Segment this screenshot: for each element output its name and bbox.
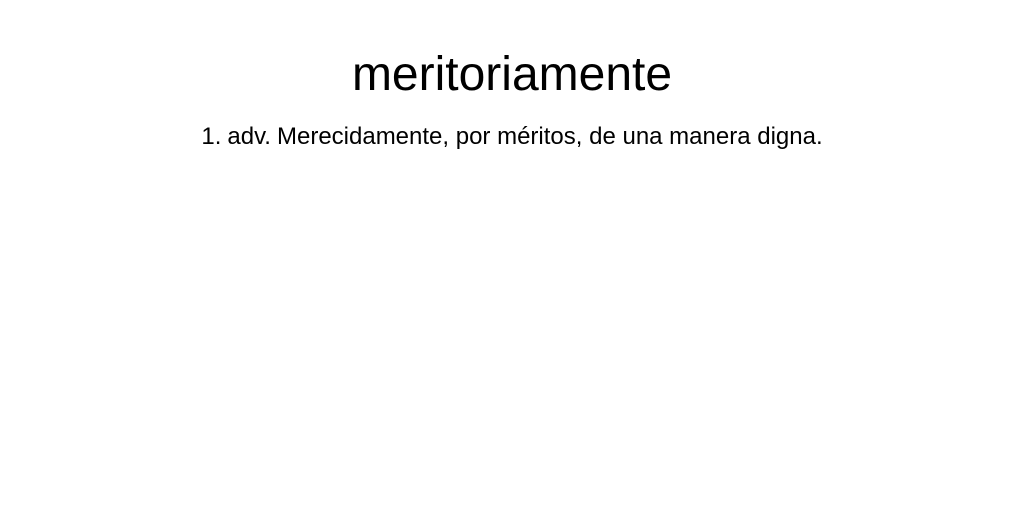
- grammatical-category: adv.: [227, 123, 271, 150]
- definition-item: [0, 122, 1024, 152]
- definition-number: 1.: [201, 123, 222, 150]
- definition-list: [0, 122, 1024, 152]
- definition-text: Merecidamente, por méritos, de una manera digna.: [276, 123, 823, 150]
- headword: meritoriamente: [351, 48, 673, 101]
